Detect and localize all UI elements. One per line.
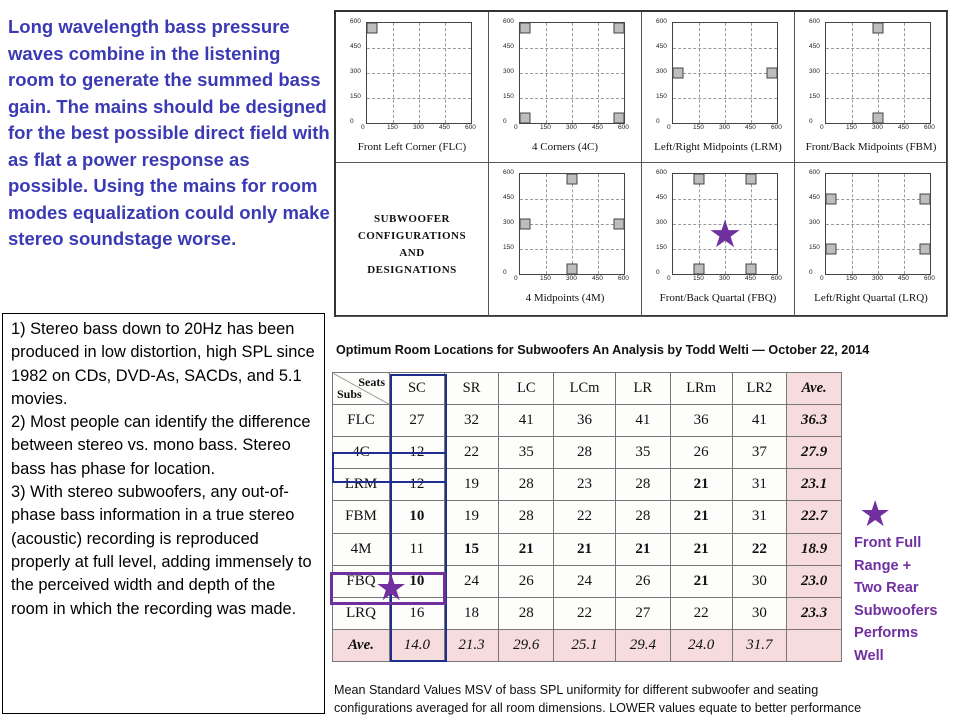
y-tick-label: 150 (656, 244, 667, 251)
grid-line (826, 249, 930, 250)
column-header: LC (499, 373, 554, 405)
y-tick-label: 300 (503, 219, 514, 226)
x-tick-label: 0 (667, 124, 671, 131)
table-cell: 41 (615, 405, 670, 437)
table-cell: 35 (615, 437, 670, 469)
column-header: Ave. (787, 373, 842, 405)
column-header: LRm (670, 373, 732, 405)
y-tick-label: 450 (809, 43, 820, 50)
y-tick-label: 300 (656, 68, 667, 75)
table-cell: 22 (444, 437, 499, 469)
column-header: LCm (554, 373, 616, 405)
average-cell: 36.3 (787, 405, 842, 437)
average-cell: 18.9 (787, 533, 842, 565)
subwoofer-marker (520, 113, 531, 124)
table-cell: 15 (444, 533, 499, 565)
x-tick-label: 0 (667, 275, 671, 282)
row-label: FBM (333, 501, 390, 533)
config-cell (642, 12, 795, 163)
subwoofer-marker (613, 219, 624, 230)
config-caption: Front/Back Quartal (FBQ) (659, 292, 777, 304)
table-cell: 28 (554, 437, 616, 469)
x-tick-label: 0 (361, 124, 365, 131)
room-plot (825, 173, 931, 275)
x-tick-label: 300 (566, 124, 577, 131)
average-cell: 14.0 (390, 629, 445, 661)
intro-paragraph: Long wavelength bass pressure waves combine in the listening room to generate the summed bass gain. The mains should be designed for the best possible direct field with as flat a power response as possible. Using the mains for room modes equalization could only make stereo soundstage worse. (8, 16, 330, 249)
x-tick-label: 150 (693, 275, 704, 282)
y-tick-label: 0 (656, 118, 660, 125)
y-tick-label: 600 (809, 18, 820, 25)
y-tick-label: 600 (350, 18, 361, 25)
side-note-line: Range + (854, 557, 912, 574)
average-cell: 21.3 (444, 629, 499, 661)
table-cell: 16 (390, 597, 445, 629)
config-caption: Left/Right Quartal (LRQ) (814, 292, 928, 304)
y-tick-label: 0 (503, 118, 507, 125)
table-cell: 10 (390, 565, 445, 597)
grid-line (751, 23, 752, 123)
y-tick-label: 600 (656, 18, 667, 25)
config-cell (795, 12, 948, 163)
x-tick-label: 150 (693, 124, 704, 131)
x-tick-label: 0 (514, 124, 518, 131)
config-caption: 4 Midpoints (4M) (525, 292, 605, 304)
side-note (854, 532, 958, 667)
y-tick-label: 450 (350, 43, 361, 50)
grid-line (673, 73, 777, 74)
table-cell: 35 (499, 437, 554, 469)
column-header: LR2 (732, 373, 787, 405)
grid-line (445, 23, 446, 123)
legend-cell (336, 163, 489, 317)
fbq-plot-star-icon: ★ (708, 214, 743, 256)
x-tick-label: 450 (745, 124, 756, 131)
subwoofer-marker (873, 113, 884, 124)
table-cell: 28 (499, 469, 554, 501)
average-cell: 31.7 (732, 629, 787, 661)
grid-line (367, 73, 471, 74)
table-cell: 30 (732, 597, 787, 629)
average-cell: 25.1 (554, 629, 616, 661)
y-tick-label: 600 (503, 18, 514, 25)
y-tick-label: 150 (503, 93, 514, 100)
table-cell: 28 (615, 501, 670, 533)
column-header: LR (615, 373, 670, 405)
table-cell: 22 (554, 597, 616, 629)
config-caption: Left/Right Midpoints (LRM) (654, 141, 782, 153)
room-plot (366, 22, 472, 124)
x-tick-label: 450 (898, 124, 909, 131)
table-cell: 37 (732, 437, 787, 469)
table-cell: 27 (615, 597, 670, 629)
grid-line (826, 98, 930, 99)
y-tick-label: 300 (503, 68, 514, 75)
y-tick-label: 600 (809, 169, 820, 176)
table-cell: 27 (390, 405, 445, 437)
config-caption: Front/Back Midpoints (FBM) (805, 141, 937, 153)
fbq-star-icon: ★ (375, 567, 408, 608)
room-plot (519, 173, 625, 275)
table-cell: 19 (444, 501, 499, 533)
subwoofer-configurations-panel (334, 10, 948, 317)
4c-row-highlight (332, 452, 447, 483)
table-cell: 36 (670, 405, 732, 437)
room-plot (672, 22, 778, 124)
table-cell: 19 (444, 469, 499, 501)
y-tick-label: 150 (656, 93, 667, 100)
table-cell: 21 (670, 501, 732, 533)
x-tick-label: 150 (846, 275, 857, 282)
legend-line: CONFIGURATIONS (357, 230, 467, 242)
x-tick-label: 600 (771, 275, 782, 282)
row-label: FBQ (333, 565, 390, 597)
legend-line: AND (399, 247, 425, 259)
legend-line: DESIGNATIONS (367, 264, 457, 276)
table-title: Optimum Room Locations for Subwoofers An Analysis by Todd Welti — October 22, 2014 (336, 343, 870, 357)
average-cell: 24.0 (670, 629, 732, 661)
x-tick-label: 600 (924, 124, 935, 131)
table-cell: 21 (670, 565, 732, 597)
subwoofer-marker (673, 68, 684, 79)
corner-seats-label: Seats (358, 375, 385, 389)
subwoofer-marker (694, 264, 705, 275)
grid-line (520, 73, 624, 74)
grid-line (520, 224, 624, 225)
table-cell: 12 (390, 469, 445, 501)
x-tick-label: 300 (872, 124, 883, 131)
table-cell: 23 (554, 469, 616, 501)
grid-line (598, 174, 599, 274)
y-tick-label: 0 (503, 269, 507, 276)
table-cell: 21 (670, 533, 732, 565)
corner-cell (333, 373, 390, 405)
x-tick-label: 450 (898, 275, 909, 282)
subwoofer-marker (613, 113, 624, 124)
x-tick-label: 600 (771, 124, 782, 131)
point-3: 3) With stereo subwoofers, any out-of-phase bass information in a true stereo (acoustic) recording is reproduced properly at full level, adding immensely to the perceived width and depth of the room in which the recording was made. (11, 483, 312, 618)
subwoofer-marker (919, 244, 930, 255)
average-cell: 29.6 (499, 629, 554, 661)
average-cell: 27.9 (787, 437, 842, 469)
subwoofer-marker (520, 23, 531, 34)
table-cell: 28 (615, 469, 670, 501)
table-cell: 28 (499, 501, 554, 533)
config-cell (489, 12, 642, 163)
x-tick-label: 300 (719, 275, 730, 282)
y-tick-label: 0 (656, 269, 660, 276)
footnote-line: Mean Standard Values MSV of bass SPL uniformity for different subwoofer and seating (334, 683, 819, 697)
column-header: SR (444, 373, 499, 405)
grid-line (904, 174, 905, 274)
x-tick-label: 300 (872, 275, 883, 282)
room-plot (825, 22, 931, 124)
x-tick-label: 0 (820, 275, 824, 282)
table-cell: 12 (390, 437, 445, 469)
x-tick-label: 600 (924, 275, 935, 282)
side-note-line: Two Rear (854, 580, 919, 596)
x-tick-label: 450 (592, 275, 603, 282)
x-tick-label: 450 (439, 124, 450, 131)
point-2: 2) Most people can identify the difference between stereo vs. mono bass. Stereo bass has phase for location. (11, 413, 311, 478)
point-1: 1) Stereo bass down to 20Hz has been produced in low distortion, high SPL since 1982 on CDs, DVD-As, SACDs, and 5.1 movies. (11, 320, 315, 408)
footnote-line: configurations averaged for all room dimensions. LOWER values equate to better performance (334, 701, 862, 715)
table-cell: 10 (390, 501, 445, 533)
y-tick-label: 450 (503, 194, 514, 201)
row-label: LRM (333, 469, 390, 501)
table-cell: 21 (499, 533, 554, 565)
config-caption: 4 Corners (4C) (532, 141, 598, 153)
table-cell: 26 (670, 437, 732, 469)
y-tick-label: 300 (809, 68, 820, 75)
y-tick-label: 150 (809, 93, 820, 100)
y-tick-label: 300 (656, 219, 667, 226)
table-cell: 28 (499, 597, 554, 629)
legend-line: SUBWOOFER (373, 213, 450, 225)
subwoofer-marker (567, 264, 578, 275)
x-tick-label: 600 (465, 124, 476, 131)
room-plot (519, 22, 625, 124)
subwoofer-marker (873, 23, 884, 34)
average-cell: 23.3 (787, 597, 842, 629)
grid-line (751, 174, 752, 274)
subwoofer-marker (694, 174, 705, 185)
table-cell: 21 (554, 533, 616, 565)
table-footnote (334, 681, 861, 717)
table-cell: 21 (615, 533, 670, 565)
subwoofer-marker (567, 174, 578, 185)
config-cell (795, 163, 948, 317)
y-tick-label: 450 (503, 43, 514, 50)
subwoofer-marker (826, 244, 837, 255)
grid-line (904, 23, 905, 123)
x-tick-label: 300 (719, 124, 730, 131)
grid-line (826, 73, 930, 74)
grid-line (520, 98, 624, 99)
key-points-box (2, 313, 325, 714)
side-note-line: Well (854, 647, 884, 664)
row-label: FLC (333, 405, 390, 437)
table-cell: 11 (390, 533, 445, 565)
table-cell: 31 (732, 469, 787, 501)
grid-line (826, 224, 930, 225)
grid-line (673, 98, 777, 99)
side-note-line: Subwoofers (854, 602, 938, 619)
table-cell: 18 (444, 597, 499, 629)
row-label: LRQ (333, 597, 390, 629)
row-label: Ave. (333, 629, 390, 661)
subwoofer-marker (613, 23, 624, 34)
x-tick-label: 600 (618, 275, 629, 282)
x-tick-label: 300 (566, 275, 577, 282)
subwoofer-marker (367, 23, 378, 34)
y-tick-label: 450 (809, 194, 820, 201)
subwoofer-marker (746, 174, 757, 185)
config-caption: Front Left Corner (FLC) (357, 141, 467, 153)
subwoofer-marker (766, 68, 777, 79)
sc-column-highlight (390, 374, 447, 662)
y-tick-label: 150 (350, 93, 361, 100)
side-note-line: Front Full (854, 535, 922, 551)
y-tick-label: 300 (350, 68, 361, 75)
corner-subs-label: Subs (337, 387, 362, 402)
row-label: 4M (333, 533, 390, 565)
table-cell: 41 (499, 405, 554, 437)
table-cell: 22 (732, 533, 787, 565)
x-tick-label: 0 (820, 124, 824, 131)
table-cell: 24 (444, 565, 499, 597)
config-cell (336, 12, 489, 163)
y-tick-label: 450 (656, 43, 667, 50)
y-tick-label: 300 (809, 219, 820, 226)
table-cell: 22 (554, 501, 616, 533)
y-tick-label: 150 (809, 244, 820, 251)
subwoofer-marker (520, 219, 531, 230)
grid-line (598, 23, 599, 123)
average-cell: 23.1 (787, 469, 842, 501)
table-cell: 41 (732, 405, 787, 437)
table-cell: 22 (670, 597, 732, 629)
table-cell: 26 (615, 565, 670, 597)
y-tick-label: 0 (350, 118, 354, 125)
x-tick-label: 0 (514, 275, 518, 282)
grid-line (367, 98, 471, 99)
table-cell: 24 (554, 565, 616, 597)
grid-line (520, 249, 624, 250)
y-tick-label: 0 (809, 269, 813, 276)
x-tick-label: 600 (618, 124, 629, 131)
x-tick-label: 450 (745, 275, 756, 282)
table-cell: 26 (499, 565, 554, 597)
table-cell: 30 (732, 565, 787, 597)
table-cell: 21 (670, 469, 732, 501)
x-tick-label: 150 (540, 275, 551, 282)
x-tick-label: 150 (387, 124, 398, 131)
x-tick-label: 150 (846, 124, 857, 131)
y-tick-label: 450 (656, 194, 667, 201)
subwoofer-marker (919, 194, 930, 205)
x-tick-label: 300 (413, 124, 424, 131)
y-tick-label: 600 (656, 169, 667, 176)
side-note-line: Performs (854, 625, 919, 641)
subwoofer-marker (746, 264, 757, 275)
average-cell: 29.4 (615, 629, 670, 661)
average-cell (787, 629, 842, 661)
average-cell: 23.0 (787, 565, 842, 597)
average-cell: 22.7 (787, 501, 842, 533)
table-cell: 36 (554, 405, 616, 437)
subwoofer-marker (826, 194, 837, 205)
x-tick-label: 450 (592, 124, 603, 131)
y-tick-label: 600 (503, 169, 514, 176)
table-cell: 31 (732, 501, 787, 533)
column-header: SC (390, 373, 445, 405)
legend-text (336, 211, 488, 279)
row-label: 4C (333, 437, 390, 469)
side-star-icon: ★ (859, 493, 892, 534)
y-tick-label: 150 (503, 244, 514, 251)
table-cell: 32 (444, 405, 499, 437)
x-tick-label: 150 (540, 124, 551, 131)
y-tick-label: 0 (809, 118, 813, 125)
config-cell (489, 163, 642, 317)
